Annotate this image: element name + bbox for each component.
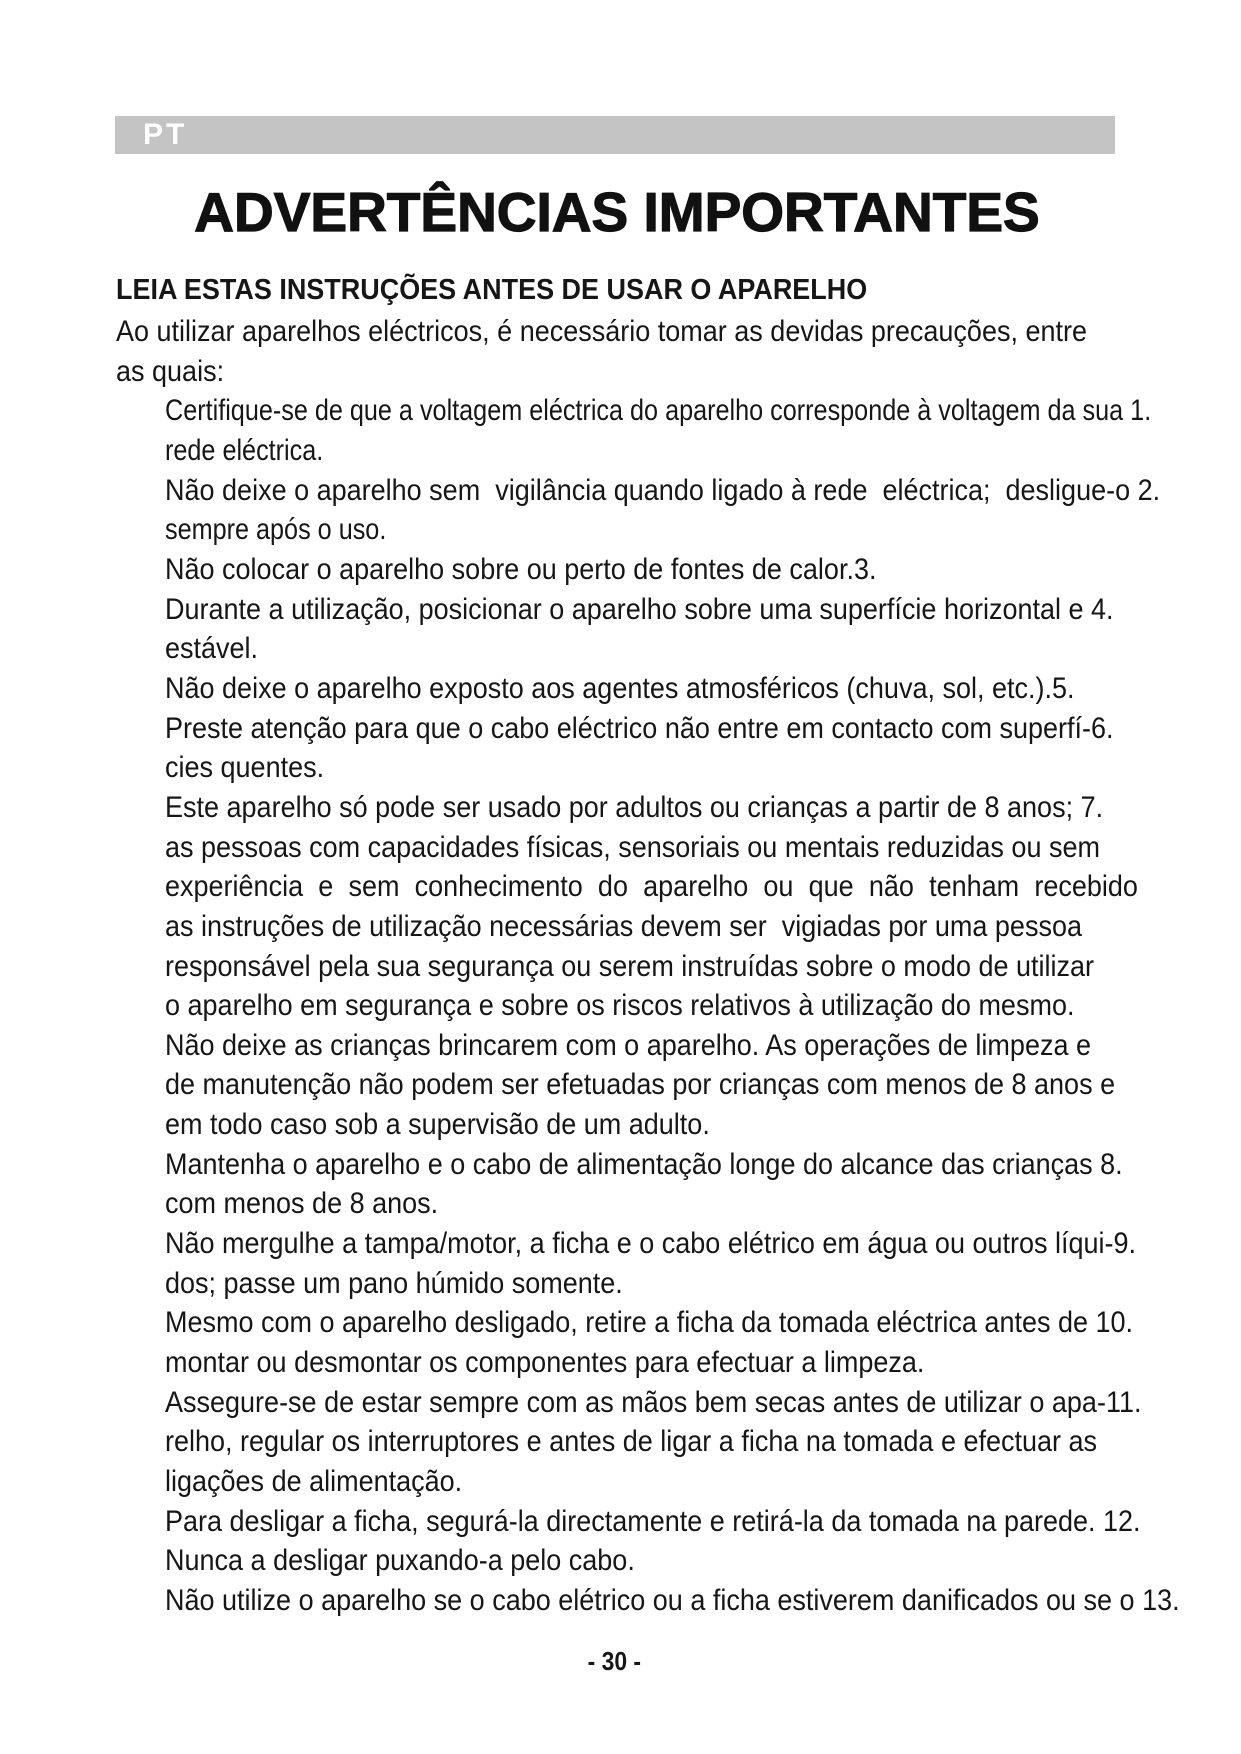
warning-line: montar ou desmontar os componentes para efectuar a limpeza. [165,1346,925,1380]
warning-item-5 [116,669,1216,709]
warning-line: Certifique-se de que a voltagem eléctrica do aparelho corresponde à voltagem da sua 1. [165,394,1152,428]
warning-line: as instruções de utilização necessárias devem ser vigiadas por uma pessoa [165,909,1082,943]
warning-line: Assegure-se de estar sempre com as mãos bem secas antes de utilizar o apa-11. [165,1385,1142,1419]
language-tag: PT [143,118,188,151]
warning-item-4 [116,590,1216,669]
warning-line: responsável pela sua segurança ou serem instruídas sobre o modo de utilizar [165,949,1095,983]
section-heading: LEIA ESTAS INSTRUÇÕES ANTES DE USAR O APARELHO [116,274,868,306]
warning-line: as pessoas com capacidades físicas, sensoriais ou mentais reduzidas ou sem [165,830,1100,864]
warning-item-8 [116,1145,1216,1224]
intro-paragraph [116,312,1216,391]
warning-line: Durante a utilização, posicionar o aparelho sobre uma superfície horizontal e 4. [165,592,1114,626]
warning-line: Não deixe o aparelho sem vigilância quando ligado à rede eléctrica; desligue-o 2. [165,473,1161,507]
warning-line: cies quentes. [165,751,325,785]
warning-line: Não utilize o aparelho se o cabo elétrico ou a ficha estiverem danificados ou se o 13. [165,1584,1180,1617]
warning-line: em todo caso sob a supervisão de um adulto. [165,1108,710,1142]
warning-line: Este aparelho só pode ser usado por adultos ou crianças a partir de 8 anos; 7. [165,790,1104,824]
warning-item-10 [116,1303,1216,1382]
warning-item-1 [116,391,1216,470]
warning-line: estável. [165,632,259,666]
page-number [0,1646,1228,1676]
page-number-text: - 30 - [587,1646,641,1676]
warning-item-3 [116,550,1216,590]
warning-line: Para desligar a ficha, segurá-la directamente e retirá-la da tomada na parede. 12. [165,1504,1141,1538]
language-bar [115,116,1115,154]
warning-line: Preste atenção para que o cabo eléctrico não entre em contacto com superfí-6. [165,711,1114,745]
intro-line: Ao utilizar aparelhos eléctricos, é necessário tomar as devidas precauções, entre [116,315,1088,348]
warning-line: dos; passe um pano húmido somente. [165,1266,623,1300]
warning-item-7 [116,788,1216,1145]
warning-item-13 [116,1581,1216,1621]
warning-line: Mesmo com o aparelho desligado, retire a ficha da tomada eléctrica antes de 10. [165,1306,1134,1340]
warning-line: Não deixe as crianças brincarem com o aparelho. As operações de limpeza e [165,1028,1092,1062]
warning-line: experiência e sem conhecimento do aparelho ou que não tenham recebido [165,870,1138,904]
warning-item-6 [116,709,1216,788]
page-title: ADVERTÊNCIAS IMPORTANTES [194,181,1040,243]
warning-line: o aparelho em segurança e sobre os riscos relativos à utilização do mesmo. [165,989,1075,1023]
warning-line: rede eléctrica. [165,433,324,467]
warning-item-12 [116,1502,1216,1581]
warning-line: Não deixe o aparelho exposto aos agentes atmosféricos (chuva, sol, etc.).5. [165,671,1075,705]
warning-line: ligações de alimentação. [165,1465,463,1499]
warning-line: Não colocar o aparelho sobre ou perto de fontes de calor.3. [165,552,877,586]
warning-line: sempre após o uso. [165,513,387,547]
warning-line: relho, regular os interruptores e antes de ligar a ficha na tomada e efectuar as [165,1425,1098,1459]
warning-item-2 [116,471,1216,550]
warning-item-11 [116,1383,1216,1502]
warning-line: Mantenha o aparelho e o cabo de alimentação longe do alcance das crianças 8. [165,1147,1123,1181]
warning-line: de manutenção não podem ser efetuadas por crianças com menos de 8 anos e [165,1068,1116,1102]
warning-item-9 [116,1224,1216,1303]
warning-line: com menos de 8 anos. [165,1187,439,1221]
warnings-text [116,312,1216,1621]
warning-line: Nunca a desligar puxando-a pelo cabo. [165,1544,635,1578]
intro-line: as quais: [116,354,225,388]
warning-line: Não mergulhe a tampa/motor, a ficha e o cabo elétrico em água ou outros líqui-9. [165,1227,1137,1261]
